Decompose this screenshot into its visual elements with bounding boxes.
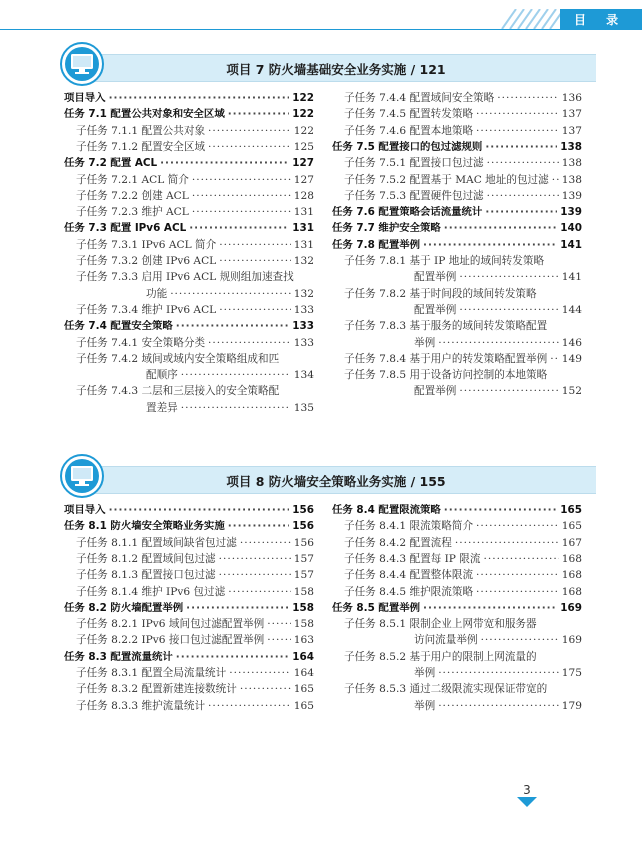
toc-leader-dots	[267, 633, 291, 647]
toc-subtask-entry[interactable]	[414, 633, 582, 647]
toc-subtask-entry[interactable]	[76, 352, 314, 366]
toc-subtask-entry[interactable]	[76, 189, 314, 203]
toc-leader-dots	[228, 585, 291, 599]
toc-leader-dots	[219, 303, 291, 317]
toc-entry-title: 子任务 8.4.2 配置流程	[344, 536, 452, 549]
toc-entry-title: 子任务 7.8.5 用于设备访问控制的本地策略	[344, 369, 548, 382]
toc-entry-page: 157	[293, 569, 314, 582]
toc-entry-page: 168	[561, 552, 582, 565]
header-stripes-decoration	[498, 9, 562, 29]
toc-subtask-entry[interactable]	[76, 552, 314, 566]
toc-entry-page: 138	[561, 157, 582, 170]
toc-entry-title: 配顺序	[146, 369, 178, 382]
toc-entry-title: 举例	[414, 699, 436, 712]
toc-subtask-entry[interactable]	[344, 568, 582, 582]
toc-leader-dots	[552, 173, 559, 187]
toc-entry-title: 子任务 7.1.1 配置公共对象	[76, 124, 206, 137]
toc-entry-title: 任务 8.2 防火墙配置举例	[64, 601, 184, 614]
toc-entry-title: 子任务 7.5.3 配置硬件包过滤	[344, 189, 484, 202]
toc-leader-dots	[240, 536, 291, 550]
toc-entry-page: 122	[293, 124, 314, 137]
toc-subtask-entry[interactable]	[414, 270, 582, 284]
toc-leader-dots	[438, 336, 559, 350]
toc-entry-title: 任务 7.1 配置公共对象和安全区域	[64, 108, 225, 121]
toc-entry-page: 137	[561, 108, 582, 121]
toc-entry-title: 子任务 7.8.1 基于 IP 地址的域间转发策略	[344, 255, 545, 267]
toc-leader-dots	[208, 336, 291, 350]
toc-subtask-entry[interactable]	[76, 303, 314, 317]
toc-leader-dots	[186, 601, 289, 615]
toc-entry-page: 165	[561, 520, 582, 533]
toc-entry-title: 子任务 7.3.4 维护 IPv6 ACL	[76, 303, 217, 316]
toc-entry-title: 子任务 7.4.1 安全策略分类	[76, 336, 206, 349]
toc-entry-page: 169	[561, 634, 582, 647]
toc-subtask-entry[interactable]	[76, 140, 314, 154]
toc-entry-title: 配置举例	[414, 385, 457, 398]
toc-entry-title: 任务 8.5 配置举例	[332, 601, 420, 614]
toc-entry-page: 149	[561, 352, 582, 365]
toc-entry-page: 168	[561, 585, 582, 598]
project7-title: 项目 7 防火墙基础安全业务实施 / 121	[226, 62, 446, 77]
toc-task-entry[interactable]	[64, 519, 314, 533]
toc-entry-page: 156	[293, 536, 314, 549]
toc-entry-page: 138	[561, 173, 582, 186]
toc-task-entry[interactable]	[332, 140, 582, 154]
toc-subtask-entry[interactable]	[146, 368, 314, 382]
toc-leader-dots	[476, 568, 559, 582]
toc-leader-dots	[109, 503, 290, 517]
toc-subtask-entry[interactable]	[146, 287, 314, 301]
toc-entry-title: 子任务 8.4.3 配置每 IP 限流	[344, 552, 481, 565]
toc-subtask-entry[interactable]	[76, 585, 314, 599]
toc-task-entry[interactable]	[332, 601, 582, 615]
toc-entry-page: 165	[293, 699, 314, 712]
toc-leader-dots	[455, 536, 559, 550]
toc-leader-dots	[208, 699, 291, 713]
toc-leader-dots	[485, 140, 557, 154]
toc-leader-dots	[228, 519, 290, 533]
toc-leader-dots	[484, 552, 559, 566]
toc-task-entry[interactable]	[64, 601, 314, 615]
toc-subtask-entry[interactable]	[344, 617, 582, 631]
toc-task-entry[interactable]	[64, 319, 314, 333]
toc-leader-dots	[219, 238, 291, 252]
toc-subtask-entry[interactable]	[76, 699, 314, 713]
toc-task-entry[interactable]	[332, 221, 582, 235]
toc-entry-title: 子任务 8.1.3 配置接口包过滤	[76, 569, 216, 582]
toc-subtask-entry[interactable]	[76, 536, 314, 550]
toc-entry-title: 子任务 7.8.2 基于时间段的域间转发策略	[344, 287, 537, 300]
toc-entry-title: 任务 8.4 配置限流策略	[332, 504, 441, 516]
project8-title: 项目 8 防火墙安全策略业务实施 / 155	[226, 474, 446, 489]
toc-entry-page: 156	[292, 504, 314, 516]
toc-entry-title: 子任务 8.4.1 限流策略简介	[344, 520, 474, 533]
toc-subtask-entry[interactable]	[344, 91, 582, 105]
toc-leader-dots	[192, 205, 291, 219]
toc-leader-dots	[208, 124, 291, 138]
toc-entry-title: 子任务 8.5.1 限制企业上网带宽和服务器	[344, 618, 537, 631]
toc-subtask-entry[interactable]	[76, 173, 314, 187]
toc-entry-page: 140	[560, 222, 582, 235]
toc-entry-title: 子任务 7.8.3 基于服务的域间转发策略配置	[344, 320, 548, 333]
toc-entry-page: 132	[293, 287, 314, 300]
toc-entry-page: 131	[293, 206, 314, 219]
header-label: 目 录	[574, 13, 627, 27]
toc-leader-dots	[228, 107, 290, 121]
toc-leader-dots	[459, 270, 558, 284]
toc-subtask-entry[interactable]	[344, 189, 582, 203]
toc-entry-title: 任务 7.7 维护安全策略	[332, 222, 441, 235]
toc-subtask-entry[interactable]	[76, 124, 314, 138]
toc-leader-dots	[181, 401, 291, 415]
toc-leader-dots	[219, 254, 291, 268]
toc-entry-page: 125	[293, 140, 314, 153]
toc-leader-dots	[189, 221, 289, 235]
toc-leader-dots	[181, 368, 291, 382]
toc-subtask-entry[interactable]	[344, 650, 582, 664]
toc-entry-title: 配置举例	[414, 303, 457, 316]
toc-leader-dots	[476, 107, 559, 121]
toc-subtask-entry[interactable]	[344, 287, 582, 301]
toc-subtask-entry[interactable]	[76, 205, 314, 219]
toc-entry-page: 132	[293, 255, 314, 267]
toc-subtask-entry[interactable]	[344, 107, 582, 121]
toc-entry-page: 165	[560, 504, 582, 516]
toc-entry-title: 任务 7.2 配置 ACL	[64, 157, 158, 170]
toc-entry-page: 141	[561, 271, 582, 284]
toc-entry-title: 子任务 8.2.1 IPv6 域间包过滤配置举例	[76, 618, 265, 631]
toc-entry-title: 子任务 7.4.6 配置本地策略	[344, 124, 474, 137]
toc-entry-title: 配置举例	[414, 271, 457, 284]
toc-leader-dots	[459, 384, 558, 398]
toc-task-entry[interactable]	[64, 650, 314, 664]
toc-entry-title: 子任务 7.3.1 IPv6 ACL 简介	[76, 238, 217, 251]
toc-task-entry[interactable]	[64, 107, 314, 121]
toc-entry-title: 任务 7.6 配置策略会话流量统计	[332, 206, 483, 219]
toc-entry-title: 举例	[414, 336, 436, 349]
toc-subtask-entry[interactable]	[344, 519, 582, 533]
toc-leader-dots	[423, 238, 557, 252]
toc-leader-dots	[444, 503, 558, 517]
toc-leader-dots	[444, 221, 558, 235]
toc-entry-page: 134	[293, 369, 314, 382]
toc-subtask-entry[interactable]	[344, 352, 582, 366]
header-rule	[0, 29, 642, 30]
toc-leader-dots	[459, 303, 558, 317]
toc-entry-title: 子任务 7.1.2 配置安全区域	[76, 140, 206, 153]
toc-task-entry[interactable]	[332, 205, 582, 219]
toc-entry-title: 子任务 7.4.2 域间或域内安全策略组成和匹	[76, 352, 280, 365]
toc-entry-page: 138	[560, 140, 582, 153]
toc-entry-title: 子任务 7.5.2 配置基于 MAC 地址的包过滤	[344, 173, 549, 186]
toc-entry-page: 133	[293, 303, 314, 316]
toc-leader-dots	[192, 189, 291, 203]
toc-subtask-entry[interactable]	[76, 238, 314, 252]
toc-leader-dots	[487, 156, 559, 170]
toc-entry-page: 158	[293, 585, 314, 598]
toc-entry-title: 子任务 7.5.1 配置接口包过滤	[344, 157, 484, 170]
page-number: 3	[523, 783, 531, 797]
toc-leader-dots	[219, 568, 291, 582]
toc-entry-page: 127	[293, 173, 314, 186]
toc-subtask-entry[interactable]	[344, 124, 582, 138]
toc-entry-title: 任务 7.5 配置接口的包过滤规则	[332, 140, 483, 153]
toc-entry-title: 任务 7.3 配置 IPv6 ACL	[64, 222, 187, 235]
toc-leader-dots	[485, 205, 557, 219]
toc-task-entry[interactable]	[64, 221, 314, 235]
toc-entry-title: 子任务 7.3.3 启用 IPv6 ACL 规则组加速查找	[76, 271, 294, 284]
toc-subtask-entry[interactable]	[344, 682, 582, 696]
toc-entry-title: 子任务 8.4.4 配置整体限流	[344, 569, 474, 582]
toc-entry-page: 168	[561, 569, 582, 582]
toc-leader-dots	[160, 156, 289, 170]
toc-entry-page: 122	[292, 92, 314, 104]
page-marker-triangle-icon	[517, 797, 537, 807]
toc-subtask-entry[interactable]	[344, 156, 582, 170]
toc-leader-dots	[497, 91, 559, 105]
toc-subtask-entry[interactable]	[76, 270, 314, 284]
project8-band	[76, 466, 596, 494]
toc-entry-page: 139	[560, 206, 582, 219]
toc-subtask-entry[interactable]	[414, 384, 582, 398]
toc-task-entry[interactable]	[64, 503, 314, 517]
toc-subtask-entry[interactable]	[76, 666, 314, 680]
toc-entry-title: 子任务 8.2.2 IPv6 接口包过滤配置举例	[76, 634, 265, 647]
toc-entry-page: 131	[292, 222, 314, 235]
toc-entry-title: 子任务 7.4.5 配置转发策略	[344, 108, 474, 121]
toc-leader-dots	[476, 519, 559, 533]
toc-entry-page: 179	[561, 699, 582, 712]
toc-subtask-entry[interactable]	[344, 585, 582, 599]
toc-entry-title: 子任务 8.3.2 配置新建连接数统计	[76, 683, 237, 696]
toc-entry-title: 子任务 8.1.2 配置域间包过滤	[76, 552, 216, 565]
toc-entry-page: 164	[293, 667, 314, 679]
toc-task-entry[interactable]	[64, 91, 314, 105]
toc-subtask-entry[interactable]	[414, 303, 582, 317]
toc-entry-page: 158	[292, 601, 314, 614]
toc-subtask-entry[interactable]	[344, 552, 582, 566]
toc-entry-page: 141	[560, 238, 582, 251]
toc-subtask-entry[interactable]	[76, 617, 314, 631]
header-tab	[560, 9, 642, 30]
running-header	[0, 0, 642, 30]
toc-entry-page: 136	[561, 92, 582, 104]
toc-subtask-entry[interactable]	[344, 254, 582, 268]
toc-entry-page: 122	[292, 108, 314, 121]
toc-entry-title: 子任务 8.4.5 维护限流策略	[344, 585, 474, 598]
toc-leader-dots	[229, 666, 291, 680]
toc-entry-page: 158	[293, 618, 314, 631]
toc-entry-title: 子任务 7.2.3 维护 ACL	[76, 206, 189, 219]
toc-entry-page: 164	[292, 650, 314, 663]
toc-entry-page: 133	[293, 336, 314, 349]
toc-entry-title: 举例	[414, 667, 436, 679]
toc-subtask-entry[interactable]	[76, 254, 314, 268]
toc-leader-dots	[550, 352, 559, 366]
toc-task-entry[interactable]	[332, 503, 582, 517]
toc-leader-dots	[208, 140, 291, 154]
toc-leader-dots	[476, 124, 559, 138]
toc-subtask-entry[interactable]	[414, 336, 582, 350]
toc-entry-title: 子任务 7.4.3 二层和三层接入的安全策略配	[76, 385, 280, 398]
toc-entry-page: 127	[292, 157, 314, 170]
toc-subtask-entry[interactable]	[344, 319, 582, 333]
toc-entry-title: 子任务 8.1.4 维护 IPv6 包过滤	[76, 585, 226, 598]
toc-leader-dots	[267, 617, 291, 631]
toc-entry-page: 163	[293, 634, 314, 647]
toc-leader-dots	[240, 682, 291, 696]
toc-leader-dots	[176, 319, 290, 333]
toc-leader-dots	[438, 699, 559, 713]
toc-leader-dots	[219, 552, 291, 566]
toc-entry-title: 子任务 8.5.3 通过二级限流实现保证带宽的	[344, 683, 548, 696]
toc-subtask-entry[interactable]	[344, 368, 582, 382]
toc-subtask-entry[interactable]	[76, 336, 314, 350]
toc-entry-title: 任务 7.8 配置举例	[332, 238, 420, 251]
toc-entry-page: 137	[561, 124, 582, 137]
toc-entry-title: 子任务 8.3.1 配置全局流量统计	[76, 667, 227, 679]
toc-leader-dots	[109, 91, 290, 105]
toc-entry-page: 175	[561, 667, 582, 679]
toc-subtask-entry[interactable]	[76, 682, 314, 696]
toc-leader-dots	[476, 585, 559, 599]
toc-entry-page: 144	[561, 303, 582, 316]
toc-entry-title: 子任务 7.8.4 基于用户的转发策略配置举例	[344, 352, 548, 365]
toc-leader-dots	[423, 601, 557, 615]
toc-entry-page: 152	[561, 385, 582, 398]
toc-entry-title: 功能	[146, 287, 168, 300]
toc-leader-dots	[176, 650, 290, 664]
toc-entry-page: 133	[292, 320, 314, 333]
toc-leader-dots	[487, 189, 559, 203]
project7-band	[76, 54, 596, 82]
toc-entry-page: 135	[293, 401, 314, 414]
toc-entry-page: 131	[293, 238, 314, 251]
toc-entry-title: 子任务 7.2.1 ACL 简介	[76, 173, 189, 186]
toc-task-entry[interactable]	[64, 156, 314, 170]
toc-leader-dots	[481, 633, 559, 647]
toc-subtask-entry[interactable]	[344, 536, 582, 550]
toc-entry-title: 任务 8.1 防火墙安全策略业务实施	[64, 520, 225, 533]
toc-entry-page: 165	[293, 683, 314, 696]
toc-entry-title: 子任务 7.4.4 配置域间安全策略	[344, 92, 495, 104]
toc-leader-dots	[438, 666, 559, 680]
toc-entry-title: 项目导入	[64, 504, 106, 516]
toc-subtask-entry[interactable]	[344, 173, 582, 187]
toc-entry-title: 子任务 7.2.2 创建 ACL	[76, 189, 189, 202]
toc-entry-page: 169	[560, 601, 582, 614]
toc-entry-page: 167	[561, 536, 582, 549]
toc-subtask-entry[interactable]	[76, 568, 314, 582]
toc-task-entry[interactable]	[332, 238, 582, 252]
toc-entry-page: 128	[293, 189, 314, 202]
toc-entry-page: 156	[292, 520, 314, 533]
toc-subtask-entry[interactable]	[414, 699, 582, 713]
toc-subtask-entry[interactable]	[76, 633, 314, 647]
toc-entry-title: 任务 8.3 配置流量统计	[64, 650, 173, 663]
toc-entry-title: 任务 7.4 配置安全策略	[64, 320, 173, 333]
toc-entry-page: 146	[561, 336, 582, 349]
toc-entry-page: 157	[293, 552, 314, 565]
toc-entry-title: 子任务 7.3.2 创建 IPv6 ACL	[76, 255, 217, 267]
monitor-icon	[60, 42, 104, 86]
toc-subtask-entry[interactable]	[414, 666, 582, 680]
toc-entry-title: 子任务 8.5.2 基于用户的限制上网流量的	[344, 650, 537, 663]
toc-entry-title: 项目导入	[64, 92, 106, 104]
toc-entry-title: 访问流量举例	[414, 634, 478, 647]
monitor-icon	[60, 454, 104, 498]
toc-leader-dots	[170, 287, 291, 301]
toc-subtask-entry[interactable]	[146, 401, 314, 415]
toc-subtask-entry[interactable]	[76, 384, 314, 398]
toc-entry-title: 置差异	[146, 401, 178, 414]
toc-entry-title: 子任务 8.3.3 维护流量统计	[76, 699, 206, 712]
toc-leader-dots	[192, 173, 291, 187]
toc-entry-title: 子任务 8.1.1 配置域间缺省包过滤	[76, 536, 237, 549]
toc-entry-page: 139	[561, 189, 582, 202]
